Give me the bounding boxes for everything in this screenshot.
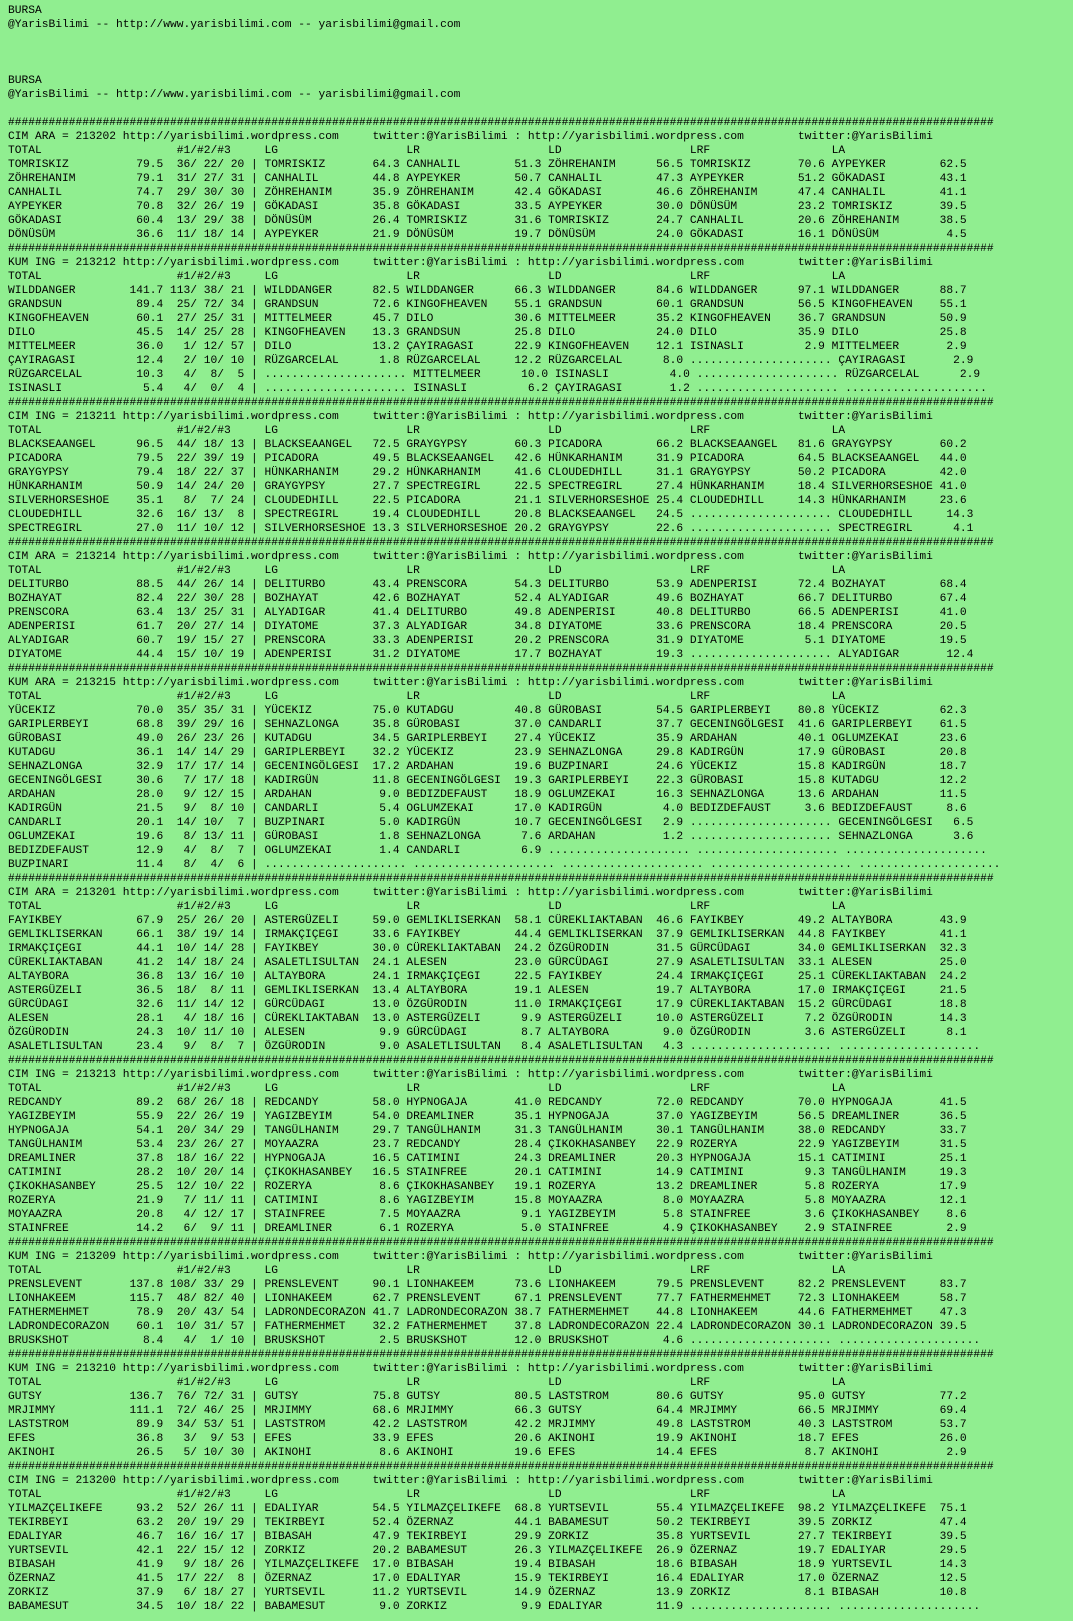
text-line: ARDAHAN 28.0 9/ 12/ 15 | ARDAHAN 9.0 BEDIZDEFAUST 18.9 OGLUMZEKAI 16.3 SEHNAZLONGA 13.6 ARDAHAN 11.5 (8, 789, 967, 801)
text-line: BOZHAYAT 82.4 22/ 30/ 28 | BOZHAYAT 42.6 BOZHAYAT 52.4 ALYADIGAR 49.6 BOZHAYAT 66.7 DELITURBO 67.4 (8, 593, 967, 605)
text-line: ÇIKOKHASANBEY 25.5 12/ 10/ 22 | ROZERYA 8.6 ÇIKOKHASANBEY 19.1 ROZERYA 13.2 DREAMLINER 5.8 ROZERYA 17.9 (8, 1181, 967, 1193)
text-line: TOTAL #1/#2/#3 LG LR LD LRF LA (8, 271, 846, 283)
text-line: GRANDSUN 89.4 25/ 72/ 34 | GRANDSUN 72.6 KINGOFHEAVEN 55.1 GRANDSUN 60.1 GRANDSUN 56.5 KINGOFHEAVEN 55.1 (8, 299, 967, 311)
text-line: GEMLIKLISERKAN 66.1 38/ 19/ 14 | IRMAKÇIÇEGI 33.6 FAYIKBEY 44.4 GEMLIKLISERKAN 37.9 GEMLIKLISERKAN 44.8 FAYIKBEY 41.1 (8, 929, 967, 941)
text-line: GÖKADASI 60.4 13/ 29/ 38 | DÖNÜSÜM 26.4 TOMRISKIZ 31.6 TOMRISKIZ 24.7 CANHALIL 20.6 ZÖHREHANIM 38.5 (8, 215, 967, 227)
text-line: CIM ING = 213200 http://yarisbilimi.wordpress.com twitter:@YarisBilimi : http://yarisbilimi.wordpress.com twitter:@YarisBilimi (8, 1475, 933, 1487)
text-line: KUTADGU 36.1 14/ 14/ 29 | GARIPLERBEYI 32.2 YÜCEKIZ 23.9 SEHNAZLONGA 29.8 KADIRGÜN 17.9 GÜROBASI 20.8 (8, 747, 967, 759)
text-line: GARIPLERBEYI 68.8 39/ 29/ 16 | SEHNAZLONGA 35.8 GÜROBASI 37.0 CANDARLI 37.7 GECENINGÖLGESI 41.6 GARIPLERBEYI 61.5 (8, 719, 967, 731)
text-line: ################################################################################################################################################## (8, 1349, 994, 1361)
text-line: ################################################################################################################################################## (8, 1237, 994, 1249)
text-line: GUTSY 136.7 76/ 72/ 31 | GUTSY 75.8 GUTSY 80.5 LASTSTROM 80.6 GUTSY 95.0 GUTSY 77.2 (8, 1391, 967, 1403)
text-line: DÖNÜSÜM 36.6 11/ 18/ 14 | AYPEYKER 21.9 DÖNÜSÜM 19.7 DÖNÜSÜM 24.0 GÖKADASI 16.1 DÖNÜSÜM 4.5 (8, 229, 967, 241)
text-line: PRENSCORA 63.4 13/ 25/ 31 | ALYADIGAR 41.4 DELITURBO 49.8 ADENPERISI 40.8 DELITURBO 66.5 ADENPERISI 41.0 (8, 607, 967, 619)
text-line: DREAMLINER 37.8 18/ 16/ 22 | HYPNOGAJA 16.5 CATIMINI 24.3 DREAMLINER 20.3 HYPNOGAJA 15.1 CATIMINI 25.1 (8, 1153, 967, 1165)
text-line: STAINFREE 14.2 6/ 9/ 11 | DREAMLINER 6.1 ROZERYA 5.0 STAINFREE 4.9 ÇIKOKHASANBEY 2.9 STAINFREE 2.9 (8, 1223, 967, 1235)
text-line: TOTAL #1/#2/#3 LG LR LD LRF LA (8, 691, 846, 703)
text-line: YAGIZBEYIM 55.9 22/ 26/ 19 | YAGIZBEYIM 54.0 DREAMLINER 35.1 HYPNOGAJA 37.0 YAGIZBEYIM 56.5 DREAMLINER 36.5 (8, 1111, 967, 1123)
text-line: @YarisBilimi -- http://www.yarisbilimi.com -- yarisbilimi@gmail.com (8, 89, 461, 101)
text-line: BUZPINARI 11.4 8/ 4/ 6 | ..................... ..................... ..................... ..................... ..................... (8, 859, 1001, 871)
text-line: LASTSTROM 89.9 34/ 53/ 51 | LASTSTROM 42.2 LASTSTROM 42.2 MRJIMMY 49.8 LASTSTROM 40.3 LASTSTROM 53.7 (8, 1419, 967, 1431)
text-line: ################################################################################################################################################## (8, 1461, 994, 1473)
text-line: YURTSEVIL 42.1 22/ 15/ 12 | ZORKIZ 20.2 BABAMESUT 26.3 YILMAZÇELIKEFE 26.9 ÖZERNAZ 19.7 EDALIYAR 29.5 (8, 1545, 967, 1557)
text-line: CIM ARA = 213202 http://yarisbilimi.wordpress.com twitter:@YarisBilimi : http://yarisbilimi.wordpress.com twitter:@YarisBilimi (8, 131, 933, 143)
text-line: BURSA (8, 5, 42, 17)
text-line: HYPNOGAJA 54.1 20/ 34/ 29 | TANGÜLHANIM 29.7 TANGÜLHANIM 31.3 TANGÜLHANIM 30.1 TANGÜLHANIM 38.0 REDCANDY 33.7 (8, 1125, 967, 1137)
text-line: EFES 36.8 3/ 9/ 53 | EFES 33.9 EFES 20.6 AKINOHI 19.9 AKINOHI 18.7 EFES 26.0 (8, 1433, 967, 1445)
text-line: TOTAL #1/#2/#3 LG LR LD LRF LA (8, 1083, 846, 1095)
text-line: KUM ING = 213209 http://yarisbilimi.wordpress.com twitter:@YarisBilimi : http://yarisbilimi.wordpress.com twitter:@YarisBilimi (8, 1251, 933, 1263)
text-line: ASALETLISULTAN 23.4 9/ 8/ 7 | ÖZGÜRODIN 9.0 ASALETLISULTAN 8.4 ASALETLISULTAN 4.3 ..................... ..................... (8, 1041, 981, 1053)
text-line: ÖZERNAZ 41.5 17/ 22/ 8 | ÖZERNAZ 17.0 EDALIYAR 15.9 TEKIRBEYI 16.4 EDALIYAR 17.0 ÖZERNAZ 12.5 (8, 1573, 967, 1585)
text-line: BLACKSEAANGEL 96.5 44/ 18/ 13 | BLACKSEAANGEL 72.5 GRAYGYPSY 60.3 PICADORA 66.2 BLACKSEAANGEL 81.6 GRAYGYPSY 60.2 (8, 439, 967, 451)
text-line: BABAMESUT 34.5 10/ 18/ 22 | BABAMESUT 9.0 ZORKIZ 9.9 EDALIYAR 11.9 ..................... ..................... (8, 1601, 981, 1613)
text-line: EDALIYAR 46.7 16/ 16/ 17 | BIBASAH 47.9 TEKIRBEYI 29.9 ZORKIZ 35.8 YURTSEVIL 27.7 TEKIRBEYI 39.5 (8, 1531, 967, 1543)
text-line: GÜROBASI 49.0 26/ 23/ 26 | KUTADGU 34.5 GARIPLERBEYI 27.4 YÜCEKIZ 35.9 ARDAHAN 40.1 OGLUMZEKAI 23.6 (8, 733, 967, 745)
text-line: ADENPERISI 61.7 20/ 27/ 14 | DIYATOME 37.3 ALYADIGAR 34.8 DIYATOME 33.6 PRENSCORA 18.4 PRENSCORA 20.5 (8, 621, 967, 633)
text-line: CLOUDEDHILL 32.6 16/ 13/ 8 | SPECTREGIRL 19.4 CLOUDEDHILL 20.8 BLACKSEAANGEL 24.5 ..................... CLOUDEDHILL 14.3 (8, 509, 974, 521)
text-line: TEKIRBEYI 63.2 20/ 19/ 29 | TEKIRBEYI 52.4 ÖZERNAZ 44.1 BABAMESUT 50.2 TEKIRBEYI 39.5 ZORKIZ 47.4 (8, 1517, 967, 1529)
text-line: TOTAL #1/#2/#3 LG LR LD LRF LA (8, 1377, 846, 1389)
text-line: ALTAYBORA 36.8 13/ 16/ 10 | ALTAYBORA 24.1 IRMAKÇIÇEGI 22.5 FAYIKBEY 24.4 IRMAKÇIÇEGI 25.1 CÜREKLIAKTABAN 24.2 (8, 971, 967, 983)
text-line: DELITURBO 88.5 44/ 26/ 14 | DELITURBO 43.4 PRENSCORA 54.3 DELITURBO 53.9 ADENPERISI 72.4 BOZHAYAT 68.4 (8, 579, 967, 591)
text-line: KUM ING = 213212 http://yarisbilimi.wordpress.com twitter:@YarisBilimi : http://yarisbilimi.wordpress.com twitter:@YarisBilimi (8, 257, 933, 269)
text-line (8, 32, 1073, 46)
text-line: ################################################################################################################################################## (8, 243, 994, 255)
text-line: CATIMINI 28.2 10/ 20/ 14 | ÇIKOKHASANBEY 16.5 STAINFREE 20.1 CATIMINI 14.9 CATIMINI 9.3 TANGÜLHANIM 19.3 (8, 1167, 967, 1179)
text-line: ################################################################################################################################################## (8, 397, 994, 409)
text-line: ZORKIZ 37.9 6/ 18/ 27 | YURTSEVIL 11.2 YURTSEVIL 14.9 ÖZERNAZ 13.9 ZORKIZ 8.1 BIBASAH 10.8 (8, 1587, 967, 1599)
text-line: TOMRISKIZ 79.5 36/ 22/ 20 | TOMRISKIZ 64.3 CANHALIL 51.3 ZÖHREHANIM 56.5 TOMRISKIZ 70.6 AYPEYKER 62.5 (8, 159, 967, 171)
text-line: KUM ING = 213210 http://yarisbilimi.wordpress.com twitter:@YarisBilimi : http://yarisbilimi.wordpress.com twitter:@YarisBilimi (8, 1363, 933, 1375)
text-line: RÜZGARCELAL 10.3 4/ 8/ 5 | ..................... MITTELMEER 10.0 ISINASLI 4.0 ..................... RÜZGARCELAL 2.9 (8, 369, 981, 381)
text-line: ÇAYIRAGASI 12.4 2/ 10/ 10 | RÜZGARCELAL 1.8 RÜZGARCELAL 12.2 RÜZGARCELAL 8.0 ..................... ÇAYIRAGASI 2.9 (8, 355, 974, 367)
text-line: PRENSLEVENT 137.8 108/ 33/ 29 | PRENSLEVENT 90.1 LIONHAKEEM 73.6 LIONHAKEEM 79.5 PRENSLEVENT 82.2 PRENSLEVENT 83.7 (8, 1279, 967, 1291)
text-line: MRJIMMY 111.1 72/ 46/ 25 | MRJIMMY 68.6 MRJIMMY 66.3 GUTSY 64.4 MRJIMMY 66.5 MRJIMMY 69.4 (8, 1405, 967, 1417)
text-line: SILVERHORSESHOE 35.1 8/ 7/ 24 | CLOUDEDHILL 22.5 PICADORA 21.1 SILVERHORSESHOE 25.4 CLOUDEDHILL 14.3 HÜNKARHANIM 23.6 (8, 495, 967, 507)
text-line: ################################################################################################################################################## (8, 117, 994, 129)
text-line: GÜRCÜDAGI 32.6 11/ 14/ 12 | GÜRCÜDAGI 13.0 ÖZGÜRODIN 11.0 IRMAKÇIÇEGI 17.9 CÜREKLIAKTABAN 15.2 GÜRCÜDAGI 18.8 (8, 999, 967, 1011)
text-line: TOTAL #1/#2/#3 LG LR LD LRF LA (8, 565, 846, 577)
text-line: @YarisBilimi -- http://www.yarisbilimi.com -- yarisbilimi@gmail.com (8, 19, 461, 31)
text-line: KUM ARA = 213215 http://yarisbilimi.wordpress.com twitter:@YarisBilimi : http://yarisbilimi.wordpress.com twitter:@YarisBilimi (8, 677, 933, 689)
text-line: TOTAL #1/#2/#3 LG LR LD LRF LA (8, 1489, 846, 1501)
text-line: GECENINGÖLGESI 30.6 7/ 17/ 18 | KADIRGÜN 11.8 GECENINGÖLGESI 19.3 GARIPLERBEYI 22.3 GÜROBASI 15.8 KUTADGU 12.2 (8, 775, 967, 787)
text-line: WILDDANGER 141.7 113/ 38/ 21 | WILDDANGER 82.5 WILDDANGER 66.3 WILDDANGER 84.6 WILDDANGER 97.1 WILDDANGER 88.7 (8, 285, 967, 297)
text-line: CIM ARA = 213214 http://yarisbilimi.wordpress.com twitter:@YarisBilimi : http://yarisbilimi.wordpress.com twitter:@YarisBilimi (8, 551, 933, 563)
text-line: ASTERGÜZELI 36.5 18/ 8/ 11 | GEMLIKLISERKAN 13.4 ALTAYBORA 19.1 ALESEN 19.7 ALTAYBORA 17.0 IRMAKÇIÇEGI 21.5 (8, 985, 967, 997)
text-line: YILMAZÇELIKEFE 93.2 52/ 26/ 11 | EDALIYAR 54.5 YILMAZÇELIKEFE 68.8 YURTSEVIL 55.4 YILMAZÇELIKEFE 98.2 YILMAZÇELIKEFE 75.1 (8, 1503, 967, 1515)
text-line: AKINOHI 26.5 5/ 10/ 30 | AKINOHI 8.6 AKINOHI 19.6 EFES 14.4 EFES 8.7 AKINOHI 2.9 (8, 1447, 967, 1459)
text-line: ROZERYA 21.9 7/ 11/ 11 | CATIMINI 8.6 YAGIZBEYIM 15.8 MOYAAZRA 8.0 MOYAAZRA 5.8 MOYAAZRA 12.1 (8, 1195, 967, 1207)
text-line: DIYATOME 44.4 15/ 10/ 19 | ADENPERISI 31.2 DIYATOME 17.7 BOZHAYAT 19.3 ..................... ALYADIGAR 12.4 (8, 649, 974, 661)
text-line: YÜCEKIZ 70.0 35/ 35/ 31 | YÜCEKIZ 75.0 KUTADGU 40.8 GÜROBASI 54.5 GARIPLERBEYI 80.8 YÜCEKIZ 62.3 (8, 705, 967, 717)
text-line: GRAYGYPSY 79.4 18/ 22/ 37 | HÜNKARHANIM 29.2 HÜNKARHANIM 41.6 CLOUDEDHILL 31.1 GRAYGYPSY 50.2 PICADORA 42.0 (8, 467, 967, 479)
text-line: ################################################################################################################################################## (8, 663, 994, 675)
text-line: KADIRGÜN 21.5 9/ 8/ 10 | CANDARLI 5.4 OGLUMZEKAI 17.0 KADIRGÜN 4.0 BEDIZDEFAUST 3.6 BEDIZDEFAUST 8.6 (8, 803, 967, 815)
text-line: BIBASAH 41.9 9/ 18/ 26 | YILMAZÇELIKEFE 17.0 BIBASAH 19.4 BIBASAH 18.6 BIBASAH 18.9 YURTSEVIL 14.3 (8, 1559, 967, 1571)
text-line: CANDARLI 20.1 14/ 10/ 7 | BUZPINARI 5.0 KADIRGÜN 10.7 GECENINGÖLGESI 2.9 ..................... GECENINGÖLGESI 6.5 (8, 817, 974, 829)
text-line: SPECTREGIRL 27.0 11/ 10/ 12 | SILVERHORSESHOE 13.3 SILVERHORSESHOE 20.2 GRAYGYPSY 22.6 ..................... SPECTREGIRL 4.1 (8, 523, 974, 535)
text-line: HÜNKARHANIM 50.9 14/ 24/ 20 | GRAYGYPSY 27.7 SPECTREGIRL 22.5 SPECTREGIRL 27.4 HÜNKARHANIM 18.4 SILVERHORSESHOE 41.0 (8, 481, 967, 493)
text-line: KINGOFHEAVEN 60.1 27/ 25/ 31 | MITTELMEER 45.7 DILO 30.6 MITTELMEER 35.2 KINGOFHEAVEN 36.7 GRANDSUN 50.9 (8, 313, 967, 325)
text-line: DILO 45.5 14/ 25/ 28 | KINGOFHEAVEN 13.3 GRANDSUN 25.8 DILO 24.0 DILO 35.9 DILO 25.8 (8, 327, 967, 339)
text-line: ALYADIGAR 60.7 19/ 15/ 27 | PRENSCORA 33.3 ADENPERISI 20.2 PRENSCORA 31.9 DIYATOME 5.1 DIYATOME 19.5 (8, 635, 967, 647)
text-line: AYPEYKER 70.8 32/ 26/ 19 | GÖKADASI 35.8 GÖKADASI 33.5 AYPEYKER 30.0 DÖNÜSÜM 23.2 TOMRISKIZ 39.5 (8, 201, 967, 213)
text-line: OGLUMZEKAI 19.6 8/ 13/ 11 | GÜROBASI 1.8 SEHNAZLONGA 7.6 ARDAHAN 1.2 ..................... SEHNAZLONGA 3.6 (8, 831, 974, 843)
text-line: BURSA (8, 75, 42, 87)
text-line: ALESEN 28.1 4/ 18/ 16 | CÜREKLIAKTABAN 13.0 ASTERGÜZELI 9.9 ASTERGÜZELI 10.0 ASTERGÜZELI 7.2 ÖZGÜRODIN 14.3 (8, 1013, 967, 1025)
text-line: LIONHAKEEM 115.7 48/ 82/ 40 | LIONHAKEEM 62.7 PRENSLEVENT 67.1 PRENSLEVENT 77.7 FATHERMEHMET 72.3 LIONHAKEEM 58.7 (8, 1293, 967, 1305)
text-line: BEDIZDEFAUST 12.9 4/ 8/ 7 | OGLUMZEKAI 1.4 CANDARLI 6.9 ..................... ..................... ..................... (8, 845, 987, 857)
text-line (8, 102, 1073, 116)
text-line: TOTAL #1/#2/#3 LG LR LD LRF LA (8, 425, 846, 437)
text-line: ÖZGÜRODIN 24.3 10/ 11/ 10 | ALESEN 9.9 GÜRCÜDAGI 8.7 ALTAYBORA 9.0 ÖZGÜRODIN 3.6 ASTERGÜZELI 8.1 (8, 1027, 967, 1039)
text-line: BRUSKSHOT 8.4 4/ 1/ 10 | BRUSKSHOT 2.5 BRUSKSHOT 12.0 BRUSKSHOT 4.6 ..................... ..................... (8, 1335, 981, 1347)
text-line (8, 46, 1073, 60)
text-line: ################################################################################################################################################## (8, 537, 994, 549)
text-line: IRMAKÇIÇEGI 44.1 10/ 14/ 28 | FAYIKBEY 30.0 CÜREKLIAKTABAN 24.2 ÖZGÜRODIN 31.5 GÜRCÜDAGI 34.0 GEMLIKLISERKAN 32.3 (8, 943, 967, 955)
text-line: LADRONDECORAZON 60.1 10/ 31/ 57 | FATHERMEHMET 32.2 FATHERMEHMET 37.8 LADRONDECORAZON 22.4 LADRONDECORAZON 30.1 LADRONDECORAZON 39.5 (8, 1321, 967, 1333)
text-line: CÜREKLIAKTABAN 41.2 14/ 18/ 24 | ASALETLISULTAN 24.1 ALESEN 23.0 GÜRCÜDAGI 27.9 ASALETLISULTAN 33.1 ALESEN 25.0 (8, 957, 967, 969)
text-line: MOYAAZRA 20.8 4/ 12/ 17 | STAINFREE 7.5 MOYAAZRA 9.1 YAGIZBEYIM 5.8 STAINFREE 3.6 ÇIKOKHASANBEY 8.6 (8, 1209, 967, 1221)
text-line (8, 60, 1073, 74)
text-line: SEHNAZLONGA 32.9 17/ 17/ 14 | GECENINGÖLGESI 17.2 ARDAHAN 19.6 BUZPINARI 24.6 YÜCEKIZ 15.8 KADIRGÜN 18.7 (8, 761, 967, 773)
text-line: CIM ING = 213213 http://yarisbilimi.wordpress.com twitter:@YarisBilimi : http://yarisbilimi.wordpress.com twitter:@YarisBilimi (8, 1069, 933, 1081)
text-line: TOTAL #1/#2/#3 LG LR LD LRF LA (8, 1265, 846, 1277)
text-line: ################################################################################################################################################## (8, 873, 994, 885)
text-line: CIM ARA = 213201 http://yarisbilimi.wordpress.com twitter:@YarisBilimi : http://yarisbilimi.wordpress.com twitter:@YarisBilimi (8, 887, 933, 899)
text-line: TANGÜLHANIM 53.4 23/ 26/ 27 | MOYAAZRA 23.7 REDCANDY 28.4 ÇIKOKHASANBEY 22.9 ROZERYA 22.9 YAGIZBEYIM 31.5 (8, 1139, 967, 1151)
text-line: REDCANDY 89.2 68/ 26/ 18 | REDCANDY 58.0 HYPNOGAJA 41.0 REDCANDY 72.0 REDCANDY 70.0 HYPNOGAJA 41.5 (8, 1097, 967, 1109)
text-line: FAYIKBEY 67.9 25/ 26/ 20 | ASTERGÜZELI 59.0 GEMLIKLISERKAN 58.1 CÜREKLIAKTABAN 46.6 FAYIKBEY 49.2 ALTAYBORA 43.9 (8, 915, 967, 927)
text-line: TOTAL #1/#2/#3 LG LR LD LRF LA (8, 901, 846, 913)
text-line: CIM ING = 213211 http://yarisbilimi.wordpress.com twitter:@YarisBilimi : http://yarisbilimi.wordpress.com twitter:@YarisBilimi (8, 411, 933, 423)
text-line: FATHERMEHMET 78.9 20/ 43/ 54 | LADRONDECORAZON 41.7 LADRONDECORAZON 38.7 FATHERMEHMET 44.8 LIONHAKEEM 44.6 FATHERMEHMET 47.3 (8, 1307, 967, 1319)
text-line: ################################################################################################################################################## (8, 1055, 994, 1067)
text-line: PICADORA 79.5 22/ 39/ 19 | PICADORA 49.5 BLACKSEAANGEL 42.6 HÜNKARHANIM 31.9 PICADORA 64.5 BLACKSEAANGEL 44.0 (8, 453, 967, 465)
text-line: ISINASLI 5.4 4/ 0/ 4 | ..................... ISINASLI 6.2 ÇAYIRAGASI 1.2 ..................... ..................... (8, 383, 987, 395)
text-line: ZÖHREHANIM 79.1 31/ 27/ 31 | CANHALIL 44.8 AYPEYKER 50.7 CANHALIL 47.3 AYPEYKER 51.2 GÖKADASI 43.1 (8, 173, 967, 185)
text-line: MITTELMEER 36.0 1/ 12/ 57 | DILO 13.2 ÇAYIRAGASI 22.9 KINGOFHEAVEN 12.1 ISINASLI 2.9 MITTELMEER 2.9 (8, 341, 967, 353)
text-line: CANHALIL 74.7 29/ 30/ 30 | ZÖHREHANIM 35.9 ZÖHREHANIM 42.4 GÖKADASI 46.6 ZÖHREHANIM 47.4 CANHALIL 41.1 (8, 187, 967, 199)
text-line: TOTAL #1/#2/#3 LG LR LD LRF LA (8, 145, 846, 157)
